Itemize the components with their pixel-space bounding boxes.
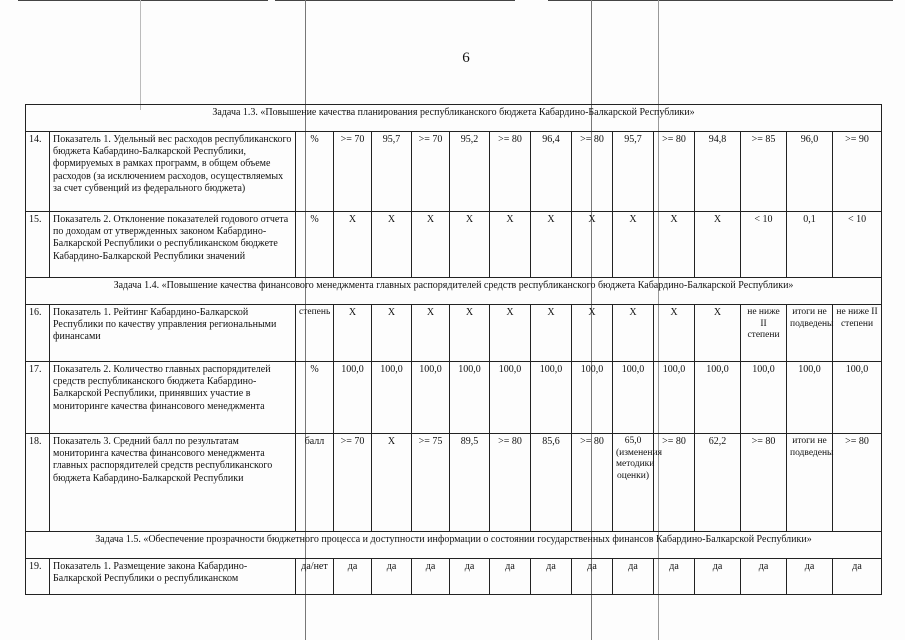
table-row: [26, 132, 882, 212]
value-cell: Х: [412, 212, 450, 278]
task-row: [26, 278, 882, 305]
value-cell: да: [613, 559, 654, 595]
value-cell: >= 75: [412, 434, 450, 532]
value-cell: 100,0: [572, 362, 613, 434]
value-cell: Х: [572, 305, 613, 362]
value-cell: 62,2: [695, 434, 741, 532]
value-cell: >= 80: [572, 132, 613, 212]
value-cell: >= 70: [334, 434, 372, 532]
scan-vertical-line-4: [140, 0, 141, 110]
value-cell: >= 85: [741, 132, 787, 212]
value-cell: да: [372, 559, 412, 595]
value-cell: не ниже II степени: [833, 305, 882, 362]
value-cell: да: [334, 559, 372, 595]
value-cell: 89,5: [450, 434, 490, 532]
value-cell: Х: [372, 305, 412, 362]
value-cell: да: [450, 559, 490, 595]
value-cell: 0,1: [787, 212, 833, 278]
table-row: [26, 305, 882, 362]
value-cell: 94,8: [695, 132, 741, 212]
indicator-name: Показатель 1. Размещение закона Кабардино-Балкарской Республики о республиканском: [50, 559, 296, 595]
value-cell: да: [654, 559, 695, 595]
value-cell: >= 80: [490, 434, 531, 532]
value-cell: Х: [572, 212, 613, 278]
unit-cell: балл: [296, 434, 334, 532]
indicator-name: Показатель 3. Средний балл по результатам мониторинга качества финансового менеджмента главных распорядителей средств республиканского бюджета Кабардино-Балкарской Республики: [50, 434, 296, 532]
row-number: 16.: [26, 305, 50, 362]
value-cell: >= 80: [654, 132, 695, 212]
unit-cell: %: [296, 362, 334, 434]
value-cell: 100,0: [741, 362, 787, 434]
row-number: 14.: [26, 132, 50, 212]
value-cell: < 10: [741, 212, 787, 278]
row-number: 18.: [26, 434, 50, 532]
value-cell: >= 80: [741, 434, 787, 532]
task-row: [26, 532, 882, 559]
value-cell: >= 80: [654, 434, 695, 532]
row-number: 17.: [26, 362, 50, 434]
value-cell: 100,0: [334, 362, 372, 434]
value-cell: 100,0: [531, 362, 572, 434]
value-cell: 95,7: [372, 132, 412, 212]
value-cell: Х: [450, 305, 490, 362]
value-cell: 100,0: [654, 362, 695, 434]
table-row: [26, 559, 882, 595]
value-cell: да: [741, 559, 787, 595]
value-cell: Х: [695, 212, 741, 278]
task-1-4-title: Задача 1.4. «Повышение качества финансового менеджмента главных распорядителей средств республиканского бюджета Кабардино-Балкарской Республики»: [26, 278, 882, 305]
value-cell: Х: [490, 305, 531, 362]
value-cell: >= 80: [572, 434, 613, 532]
value-cell: >= 70: [334, 132, 372, 212]
value-cell: < 10: [833, 212, 882, 278]
table-row: [26, 362, 882, 434]
value-cell: 100,0: [372, 362, 412, 434]
value-cell: да: [490, 559, 531, 595]
value-cell: 96,0: [787, 132, 833, 212]
scan-top-line-right: [548, 0, 893, 1]
value-cell: 96,4: [531, 132, 572, 212]
page-number: 6: [462, 50, 470, 66]
value-cell: Х: [531, 305, 572, 362]
value-cell: 95,7: [613, 132, 654, 212]
scan-top-line-middle: [275, 0, 515, 1]
value-cell: Х: [613, 212, 654, 278]
unit-cell: степень: [296, 305, 334, 362]
value-cell: >= 80: [833, 434, 882, 532]
value-cell: 100,0: [833, 362, 882, 434]
unit-cell: да/нет: [296, 559, 334, 595]
value-cell: да: [531, 559, 572, 595]
value-cell: Х: [412, 305, 450, 362]
value-cell: да: [412, 559, 450, 595]
value-cell: Х: [372, 212, 412, 278]
value-cell: да: [787, 559, 833, 595]
value-cell: 95,2: [450, 132, 490, 212]
row-number: 19.: [26, 559, 50, 595]
value-cell: 65,0 (изменения методики оценки): [613, 434, 654, 532]
value-cell: Х: [372, 434, 412, 532]
indicators-table: [25, 104, 882, 595]
table-row: [26, 212, 882, 278]
value-cell: >= 80: [490, 132, 531, 212]
value-cell: Х: [613, 305, 654, 362]
value-cell: 100,0: [695, 362, 741, 434]
value-cell: не ниже II степени: [741, 305, 787, 362]
table-row: [26, 434, 882, 532]
value-cell: 100,0: [412, 362, 450, 434]
indicator-name: Показатель 2. Отклонение показателей годового отчета по доходам от утвержденных законом Кабардино-Балкарской Республики о республиканском бюджете Кабардино-Балкарской Республики значений: [50, 212, 296, 278]
value-cell: Х: [334, 305, 372, 362]
unit-cell: %: [296, 212, 334, 278]
value-cell: да: [833, 559, 882, 595]
task-1-5-title: Задача 1.5. «Обеспечение прозрачности бюджетного процесса и доступности информации о состоянии государственных финансов Кабардино-Балкарской Республики»: [26, 532, 882, 559]
value-cell: итоги не подведены: [787, 305, 833, 362]
value-cell: Х: [531, 212, 572, 278]
indicator-name: Показатель 1. Рейтинг Кабардино-Балкарской Республики по качеству управления региональными финансами: [50, 305, 296, 362]
value-cell: 100,0: [613, 362, 654, 434]
value-cell: >= 70: [412, 132, 450, 212]
row-number: 15.: [26, 212, 50, 278]
value-cell: да: [572, 559, 613, 595]
value-cell: 100,0: [787, 362, 833, 434]
value-cell: 100,0: [490, 362, 531, 434]
unit-cell: %: [296, 132, 334, 212]
indicator-name: Показатель 2. Количество главных распорядителей средств республиканского бюджета Кабардино-Балкарской Республики, принявших участие в мониторинге качества финансового менеджмента: [50, 362, 296, 434]
value-cell: 85,6: [531, 434, 572, 532]
indicator-name: Показатель 1. Удельный вес расходов республиканского бюджета Кабардино-Балкарской Республики, формируемых в рамках программ, в общем объеме расходов (за исключением расходов, осуществляемых за счет субвенций из федерального бюджета): [50, 132, 296, 212]
task-1-3-title: Задача 1.3. «Повышение качества планирования республиканского бюджета Кабардино-Балкарской Республики»: [26, 105, 882, 132]
task-row: [26, 105, 882, 132]
value-cell: Х: [334, 212, 372, 278]
value-cell: 100,0: [450, 362, 490, 434]
value-cell: >= 90: [833, 132, 882, 212]
value-cell: Х: [654, 305, 695, 362]
value-cell: итоги не подведены: [787, 434, 833, 532]
value-cell: Х: [450, 212, 490, 278]
value-cell: Х: [695, 305, 741, 362]
scan-top-line-left: [18, 0, 268, 1]
value-cell: да: [695, 559, 741, 595]
value-cell: Х: [654, 212, 695, 278]
value-cell: Х: [490, 212, 531, 278]
